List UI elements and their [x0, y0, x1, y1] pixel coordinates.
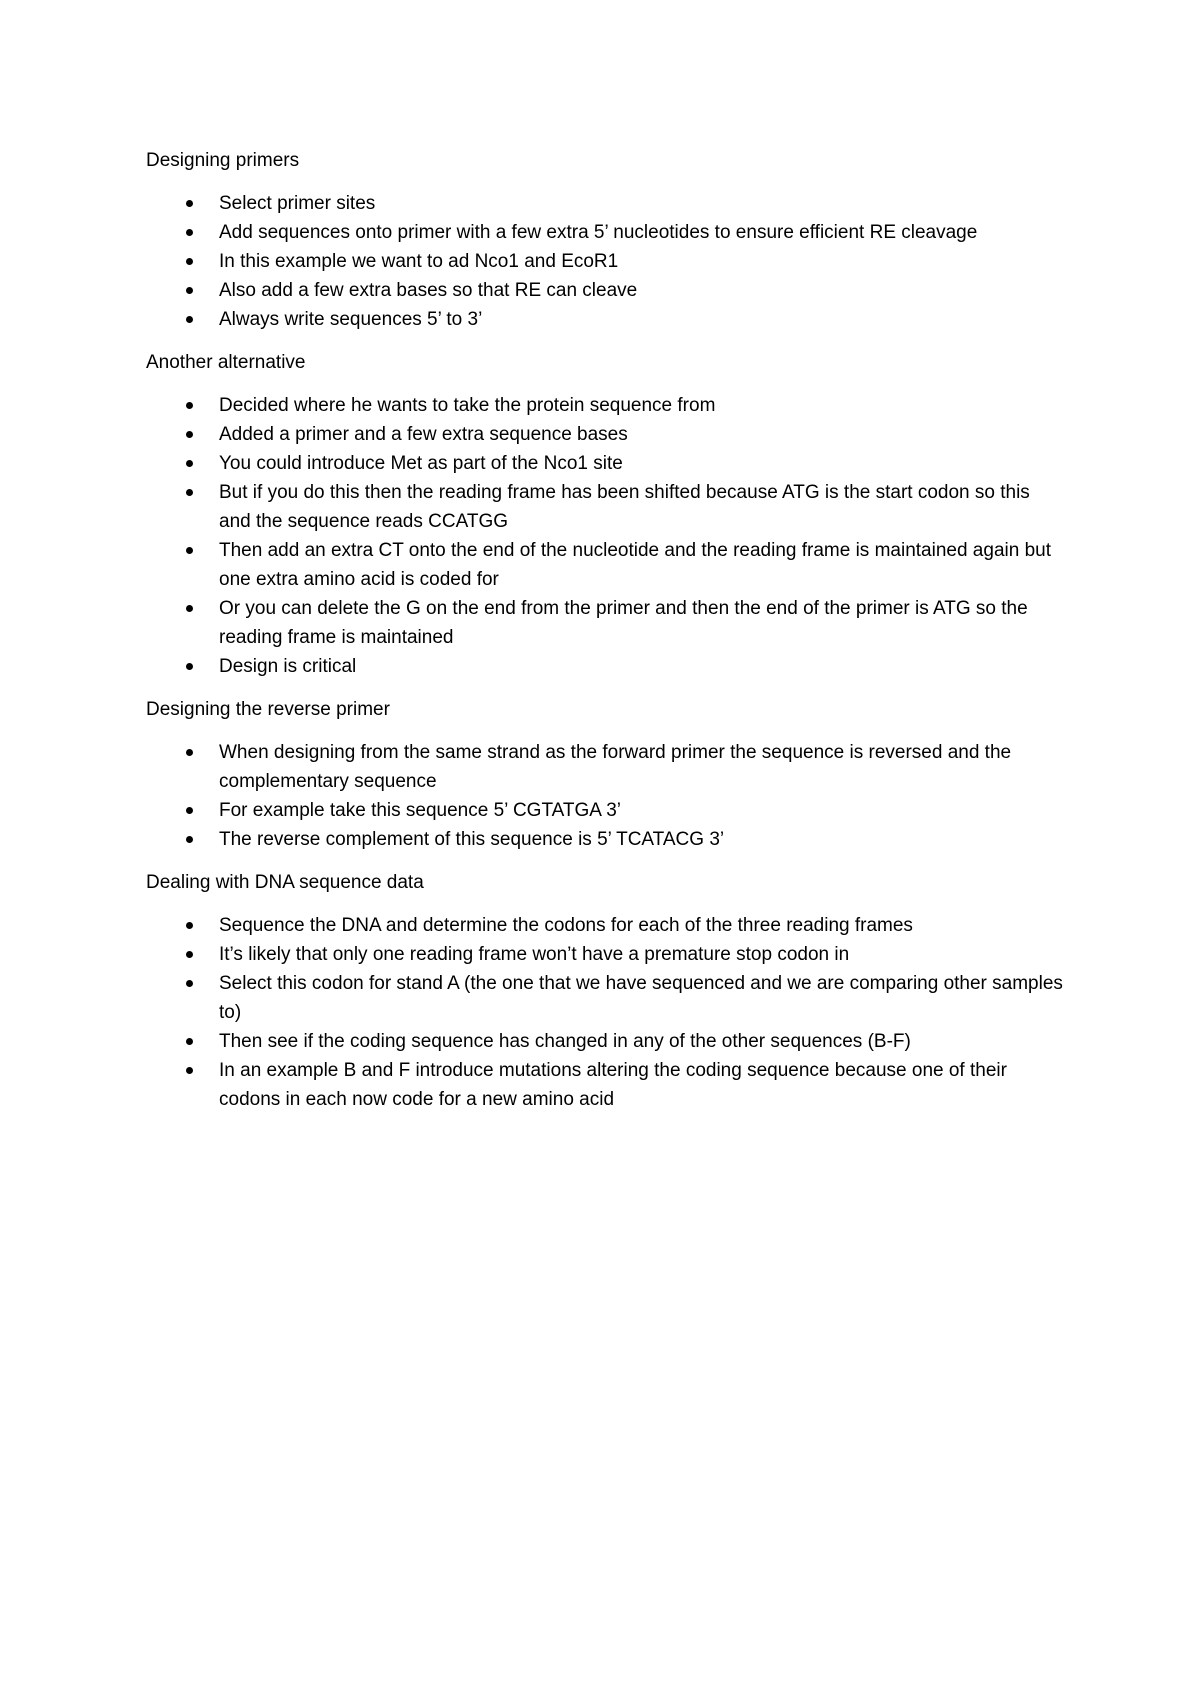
list-item: [146, 796, 1066, 825]
bullet-icon: [186, 1038, 193, 1045]
list-item: [146, 911, 1066, 940]
list-item: [146, 1027, 1066, 1056]
list-item-text: For example take this sequence 5’ CGTATGA 3’: [219, 800, 621, 821]
list-item: [146, 738, 1066, 796]
bullet-icon: [186, 229, 193, 236]
list-item: [146, 825, 1066, 854]
list-item: [146, 305, 1066, 334]
bullet-icon: [186, 316, 193, 323]
list-item: [146, 536, 1066, 594]
list-item: [146, 969, 1066, 1027]
list-item: [146, 449, 1066, 478]
list-item-text: Add sequences onto primer with a few extra 5’ nucleotides to ensure efficient RE cleavage: [219, 222, 978, 243]
section-designing-primers: [146, 146, 1066, 334]
list-item-text: Added a primer and a few extra sequence bases: [219, 424, 628, 445]
bullet-icon: [186, 836, 193, 843]
list-item: [146, 594, 1066, 652]
list-item: [146, 391, 1066, 420]
list-item: [146, 189, 1066, 218]
list-item-text: Also add a few extra bases so that RE can cleave: [219, 280, 638, 301]
list-item-text: In this example we want to ad Nco1 and EcoR1: [219, 251, 619, 272]
list-item-text: When designing from the same strand as the forward primer the sequence is reversed and the complementary sequence: [219, 742, 1012, 792]
bullet-icon: [186, 489, 193, 496]
list-item-text: Sequence the DNA and determine the codons for each of the three reading frames: [219, 915, 913, 936]
list-item: [146, 420, 1066, 449]
bullet-icon: [186, 663, 193, 670]
bullet-icon: [186, 460, 193, 467]
section-reverse-primer: [146, 695, 1066, 854]
bullet-icon: [186, 431, 193, 438]
bullet-icon: [186, 605, 193, 612]
section-another-alternative: [146, 348, 1066, 681]
bullet-icon: [186, 980, 193, 987]
bullet-icon: [186, 951, 193, 958]
list-item: [146, 247, 1066, 276]
list-item: [146, 478, 1066, 536]
bullet-list: [146, 738, 1066, 854]
list-item-text: You could introduce Met as part of the Nco1 site: [219, 453, 623, 474]
bullet-icon: [186, 258, 193, 265]
list-item: [146, 1056, 1066, 1114]
document-body: [146, 146, 1066, 1128]
list-item-text: In an example B and F introduce mutations altering the coding sequence because one of their codons in each now code for a new amino acid: [219, 1060, 1007, 1110]
list-item-text: Design is critical: [219, 656, 357, 677]
list-item: [146, 218, 1066, 247]
list-item-text: Always write sequences 5’ to 3’: [219, 309, 483, 330]
bullet-icon: [186, 547, 193, 554]
list-item-text: The reverse complement of this sequence is 5’ TCATACG 3’: [219, 829, 725, 850]
list-item: [146, 940, 1066, 969]
section-heading: Another alternative: [146, 352, 306, 373]
bullet-icon: [186, 402, 193, 409]
list-item: [146, 652, 1066, 681]
bullet-list: [146, 189, 1066, 334]
section-heading: Designing primers: [146, 150, 300, 171]
list-item-text: Select this codon for stand A (the one that we have sequenced and we are comparing other samples to): [219, 973, 1063, 1023]
list-item-text: Then add an extra CT onto the end of the nucleotide and the reading frame is maintained again but one extra amino acid is coded for: [219, 540, 1051, 590]
section-heading: Dealing with DNA sequence data: [146, 872, 424, 893]
bullet-icon: [186, 922, 193, 929]
list-item: [146, 276, 1066, 305]
bullet-list: [146, 911, 1066, 1114]
section-dna-sequence-data: [146, 868, 1066, 1114]
list-item-text: It’s likely that only one reading frame won’t have a premature stop codon in: [219, 944, 850, 965]
bullet-icon: [186, 807, 193, 814]
bullet-icon: [186, 200, 193, 207]
bullet-list: [146, 391, 1066, 681]
list-item-text: But if you do this then the reading frame has been shifted because ATG is the start codon so this and the sequence reads CCATGG: [219, 482, 1030, 532]
bullet-icon: [186, 749, 193, 756]
list-item-text: Or you can delete the G on the end from the primer and then the end of the primer is ATG so the reading frame is maintained: [219, 598, 1028, 648]
bullet-icon: [186, 287, 193, 294]
bullet-icon: [186, 1067, 193, 1074]
list-item-text: Then see if the coding sequence has changed in any of the other sequences (B-F): [219, 1031, 911, 1052]
list-item-text: Select primer sites: [219, 193, 376, 214]
section-heading: Designing the reverse primer: [146, 699, 390, 720]
list-item-text: Decided where he wants to take the protein sequence from: [219, 395, 716, 416]
